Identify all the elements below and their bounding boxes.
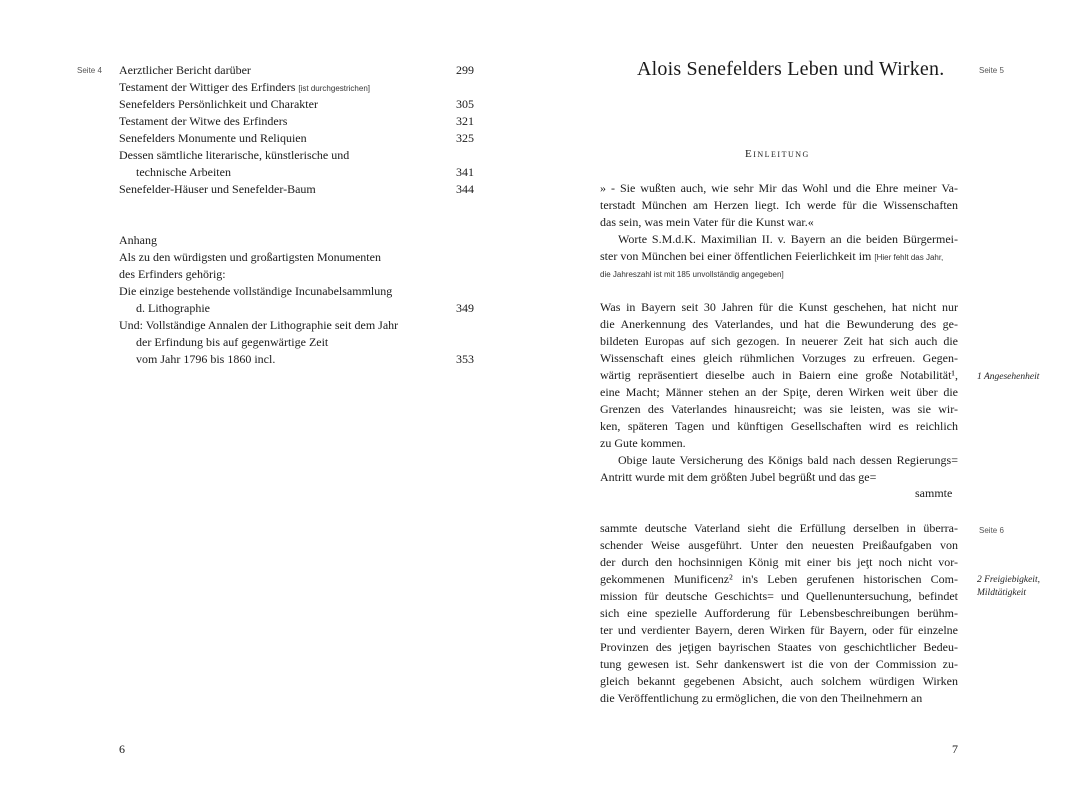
toc-entry [119,317,474,334]
text-line: Antritt wurde mit dem größten Jubel begrüßt und das ge= [600,470,877,484]
attribution-line-2 [600,248,958,265]
toc-entry-title: vom Jahr 1796 bis 1860 incl. [136,352,276,366]
toc-entry-title: Und: Vollständige Annalen der Lithographie seit dem Jahr [119,318,399,332]
toc-entry-title: der Erfindung bis auf gegenwärtige Zeit [136,335,329,349]
text-line: die Veröffentlichung zu ermöglichen, die von den Theilnehmern an [600,691,923,705]
text-line: eine Macht; Männer stehen an der Spiţe, deren Wirken weit über die [600,385,958,399]
text-line: mission für deutsche Geschichts= und Quellenuntersuchung, befindet [600,589,958,603]
text-line: ter und verdienter Bayern, deren Wirken für Bayern, oder für einzelne [600,623,958,637]
toc-entry-title: Senefelder-Häuser und Senefelder-Baum [119,182,316,196]
page-number-right: 7 [952,742,958,756]
toc-entry-text [119,130,307,147]
gloss-note-2-line-1: 2 Freigiebigkeit, [977,575,1040,585]
epigraph-quote [600,180,958,231]
epigraph-attribution [600,231,958,282]
text-line: gekommenen Munificenz² in's Leben gerufenen historischen Com- [600,572,958,586]
text-line: » - Sie wußten auch, wie sehr Mir das Wohl und die Ehre meiner Va- [600,181,958,195]
toc-entry [119,300,474,317]
toc-entry-title: Als zu den würdigsten und großartigsten Monumenten [119,250,381,264]
toc-entry-text [136,300,210,317]
toc-entry-page: 349 [456,301,474,315]
toc-entry-text [119,249,381,266]
catchword: sammte [915,486,953,500]
toc-entry-text [119,147,349,164]
text-line: sich eine spezielle Aufforderung für Lebensbeschreibungen berühm- [600,606,958,620]
text-line: sammte deutsche Vaterland sieht die Erfüllung derselben in überra- [600,521,958,535]
toc-entry [119,96,474,113]
toc-entry-page: 341 [456,165,474,179]
toc-entry-text [119,266,226,283]
text-line: Obige laute Versicherung des Königs bald nach dessen Regierungs= [618,453,958,467]
toc-entry [119,181,474,198]
toc-entry [119,232,474,249]
toc-entry-page: 321 [456,114,474,128]
toc-entry-page: 325 [456,131,474,145]
text-line: Was in Bayern seit 30 Jahren für die Kunst geschehen, hat nicht nur [600,300,958,314]
toc-entry-title: d. Lithographie [136,301,210,315]
toc-entry-text [119,283,392,300]
toc-entry-text [119,96,318,113]
toc-entry-text [119,62,251,79]
text-line: bildeten Europas auf sich gezogen. In neuerer Zeit hat sich auch die [600,334,958,348]
paragraph-3 [600,520,958,707]
toc-entry-title: des Erfinders gehörig: [119,267,226,281]
toc-entry [119,113,474,130]
toc-entry-text [119,232,157,249]
toc-entry-text [119,181,316,198]
gloss-note-2 [977,574,1040,600]
toc-entry-text [119,79,370,97]
text-line: die Anerkennung des Vaterlandes, und hat die Bewunderung des ge- [600,317,958,331]
toc-entry-title: Anhang [119,233,157,247]
toc-entry-title: Die einzige bestehende vollständige Incunabelsammlung [119,284,393,298]
toc-entry-title: Senefelders Monumente und Reliquien [119,131,307,145]
toc-entry [119,164,474,181]
paragraph-1 [600,299,958,452]
toc-entry-title: technische Arbeiten [136,165,231,179]
section-heading: Einleitung [745,148,810,160]
text-line: wärtig repräsentiert dieselbe auch in Baiern eine große Notabilität¹, [600,368,958,382]
toc-entry [119,351,474,368]
text-line: das sein, was mein Vater für die Kunst war.« [600,215,814,229]
toc-entry-title: Dessen sämtliche literarische, künstlerische und [119,148,350,162]
toc-entry-page: 305 [456,97,474,111]
attribution-line-3 [600,265,958,282]
attribution-text: ster von München bei einer öffentlichen Feierlichkeit im [600,249,872,263]
toc-entry [119,130,474,147]
chapter-title: Alois Senefelders Leben und Wirken. [637,58,945,80]
text-line: schender Weise ausgeführt. Unter den neuesten Preißaufgaben von [600,538,958,552]
toc-entry-title: Testament der Wittiger des Erfinders [119,80,296,94]
toc-entry-text [119,113,287,130]
toc-entry-page: 344 [456,182,474,196]
editorial-note-year: [Hier fehlt das Jahr, [874,253,944,262]
text-line: Wissenschaft eines gleich rühmlichen Vorzuges zu erfreuen. Gegen- [600,351,958,365]
text-line: zu Gute kommen. [600,436,686,450]
text-line: Grenzen des Vaterlandes hinausreicht; was sie leisten, was sie wir- [600,402,958,416]
editorial-note-year-cont: die Jahreszahl ist mit 185 unvollständig angegeben] [600,270,784,279]
margin-label-seite-5: Seite 5 [979,66,1004,75]
toc-entry-page: 353 [456,352,474,366]
toc-entry [119,334,474,351]
gloss-note-1: 1 Angesehenheit [977,372,1040,382]
margin-label-seite-6: Seite 6 [979,526,1004,535]
toc-entry [119,147,474,164]
toc-entry [119,79,474,96]
toc-entry-title: Testament der Witwe des Erfinders [119,114,288,128]
toc-entry-text [136,164,231,181]
toc-entry-title: Aerztlicher Bericht darüber [119,63,251,77]
toc-entry [119,62,474,79]
text-line: der durch den hochsinnigen König mit einer bis jeţt noch nicht vor- [600,555,958,569]
text-line: ken, späteren Tagen und künftigen Gesellschaften wird es reichlich [600,419,958,433]
editorial-note: [ist durchgestrichen] [298,84,370,93]
gloss-note-2-line-2: Mildtätigkeit [977,588,1027,598]
text-line: Provinzen des jeţigen bayrischen Staates von geschichtlicher Bedeu- [600,640,958,654]
attribution-line-1: Worte S.M.d.K. Maximilian II. v. Bayern an die beiden Bürgermei- [618,232,958,246]
toc-entry-text [136,351,275,368]
text-line: tung gewesen ist. Sehr dankenswert ist die von der Commission zu- [600,657,958,671]
toc-entry [119,266,474,283]
toc-entry [119,283,474,300]
toc-entry [119,249,474,266]
text-line: gleich bekannt gegebenen Absicht, auch solchem würdigen Wirken [600,674,958,688]
toc-entry-text [119,317,398,334]
toc-entry-page: 299 [456,63,474,77]
text-line: terstadt München am Herzen liegt. Ich werde für die Wissenschaften [600,198,958,212]
margin-label-seite-4: Seite 4 [77,66,102,75]
toc-entry-title: Senefelders Persönlichkeit und Charakter [119,97,318,111]
paragraph-2 [600,452,958,486]
toc-entry-text [136,334,328,351]
page-number-left: 6 [119,742,125,756]
